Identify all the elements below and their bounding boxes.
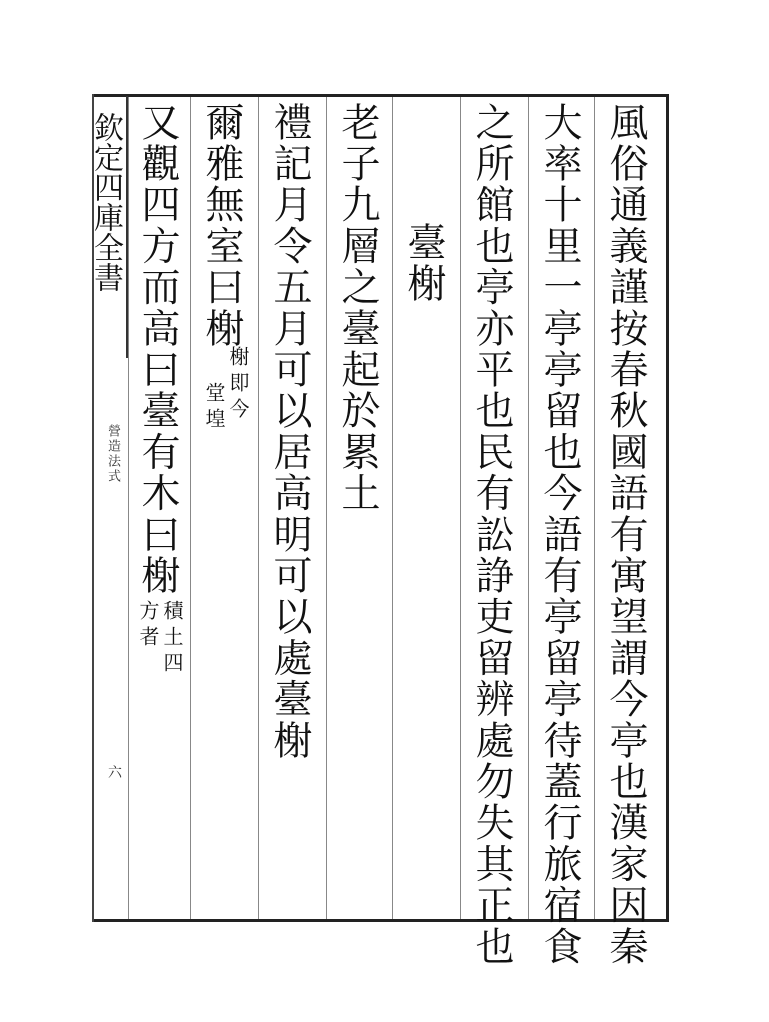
note-col8-right: 積土四: [160, 600, 184, 678]
book-title-margin: 欽定四庫全書: [88, 112, 123, 292]
text-column-2: 大率十里一亭亭留也今語有亭留亭待蓋行旅宿食: [537, 102, 582, 968]
text-column-7: 爾雅無室曰榭: [199, 102, 244, 350]
column-divider: [258, 97, 259, 919]
section-heading-taixie: 臺榭: [401, 222, 446, 305]
column-divider: [594, 97, 595, 919]
section-name-margin: 營造法式: [105, 424, 120, 484]
text-column-6: 禮記月令五月可以居高明可以處臺榭: [267, 102, 312, 762]
text-column-3: 之所館也亭亦平也民有訟諍吏留辨處勿失其正也: [469, 102, 514, 968]
column-divider: [460, 97, 461, 919]
note-col8-left: 方者: [136, 600, 160, 652]
text-column-8: 又觀四方而高曰臺有木曰榭: [135, 102, 180, 597]
note-col7-left: 堂堭: [202, 382, 226, 434]
page-number: 六: [108, 765, 122, 781]
column-divider: [128, 97, 129, 919]
text-column-1: 風俗通義謹按春秋國語有寓望謂今亭也漢家因秦: [603, 102, 648, 968]
text-column-5: 老子九層之臺起於累土: [335, 102, 380, 514]
top-border: [92, 94, 666, 97]
column-divider: [190, 97, 191, 919]
column-divider: [392, 97, 393, 919]
column-divider: [528, 97, 529, 919]
note-col7-right: 榭即今: [226, 346, 250, 424]
right-border: [666, 94, 669, 922]
column-divider: [326, 97, 327, 919]
